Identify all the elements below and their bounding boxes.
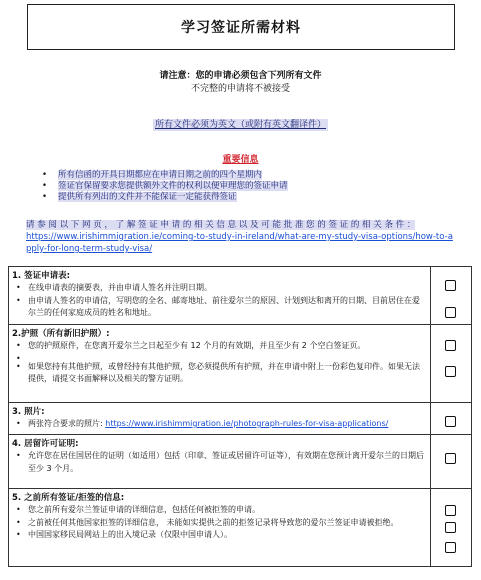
notice-text-1: 您的申请必须包含下列所有文件: [195, 71, 322, 81]
english-requirement-text: 所有文件必须为英文（或附有英文翻译件）: [154, 120, 326, 130]
list-item: • 签证官保留要求您提供额外文件的权利以便审理您的签证申请: [40, 181, 288, 192]
checkbox-column: [431, 403, 472, 435]
list-item: • 之前被任何其他国家拒签的详细信息， 未能如实提供之前的拒签记录将导致您的爱尔兰签证申请被拒绝。: [12, 517, 427, 530]
english-requirement: [0, 117, 481, 130]
list-item: • 所有信函的开具日期都应在申请日期之前的四个星期内: [40, 170, 288, 181]
checkbox[interactable]: [445, 453, 456, 464]
table-row: [9, 435, 472, 489]
section-5-cell: [9, 489, 431, 567]
page-title: 学习签证所需材料: [27, 4, 455, 50]
checkbox[interactable]: [445, 366, 456, 377]
notice-line-2: [0, 81, 481, 94]
list-item: • 两张符合要求的照片: https://www.irishimmigration.ie/photograph-rules-for-visa-applications/: [12, 418, 427, 431]
refer-link[interactable]: https://www.irishimmigration.ie/coming-to-study-in-ireland/what-are-my-study-visa-options/how-to-apply-for-long-term-study-visa/: [26, 232, 453, 254]
checkbox-column: [431, 489, 472, 567]
list-item: • 中国国家移民局网站上的出入境记录（仅限中国申请人）。: [12, 529, 427, 542]
checkbox[interactable]: [445, 505, 456, 516]
list-item: • 您的护照原件，在您离开爱尔兰之日起至少有 12 个月的有效期，并且至少有 2 个空白签证页。: [12, 340, 427, 353]
checkbox-column: [431, 267, 472, 325]
table-row: [9, 403, 472, 435]
checkbox[interactable]: [445, 340, 456, 351]
notice-label: 请注意：: [159, 71, 196, 81]
table-row: [9, 267, 472, 325]
important-heading: 重要信息: [222, 155, 259, 165]
requirements-table: [8, 266, 472, 567]
refer-paragraph: [26, 219, 454, 255]
list-item: • 由申请人签名的申请信，写明您的全名、邮寄地址、前往爱尔兰的原因、计划到达和离开的日期、目前居住在爱尔兰的任何家庭成员的姓名和地址。: [12, 295, 427, 320]
checkbox-column: [431, 325, 472, 403]
refer-text: 请 参 阅 以 下 网 页 ， 了 解 签 证 申 请 的 相 关 信 息 以 及 可 能 批 准 您 的 签 证 的 相 关 条 件 ：: [26, 220, 416, 230]
section-2-cell: [9, 325, 431, 403]
checkbox[interactable]: [445, 416, 456, 427]
spacer: [12, 353, 427, 361]
checkbox[interactable]: [445, 542, 456, 553]
section-1-cell: [9, 267, 431, 325]
section-4-cell: [9, 435, 431, 489]
checkbox[interactable]: [445, 522, 456, 533]
section-title: 4. 居留许可证明:: [12, 439, 79, 449]
section-title: 2.护照（所有新旧护照）:: [12, 329, 110, 339]
checkbox-column: [431, 435, 472, 489]
important-list: [40, 170, 288, 203]
section-3-cell: [9, 403, 431, 435]
list-item: • 允许您在居住国居住的证明（如适用）包括（印章、签证或居留许可证等），有效期在您预计离开爱尔兰的日期后至少 3 个月。: [12, 450, 427, 475]
section-title: 1. 签证申请表:: [12, 271, 71, 281]
table-row: [9, 325, 472, 403]
checkbox[interactable]: [445, 280, 456, 291]
checkbox[interactable]: [445, 307, 456, 318]
list-item: • 您之前所有爱尔兰签证申请的详细信息，包括任何被拒签的申请。: [12, 504, 427, 517]
list-item: • 如果您持有其他护照，或曾经持有其他护照，您必须提供所有护照，并在申请中附上一份彩色复印件。如果无法提供，请提交书面解释以及相关的警方证明。: [12, 361, 427, 386]
list-item: • 在线申请表的摘要表，并由申请人签名并注明日期。: [12, 282, 427, 295]
table-row: [9, 489, 472, 567]
section-title: 5. 之前所有签证/拒签的信息:: [12, 493, 125, 503]
photo-rules-link[interactable]: https://www.irishimmigration.ie/photograph-rules-for-visa-applications/: [105, 419, 389, 428]
notice-line-1: [0, 68, 481, 81]
list-item: • 提供所有列出的文件并不能保证一定能获得签证: [40, 192, 288, 203]
section-title: 3. 照片:: [12, 407, 45, 417]
notice-text-2: 不完整的申请将不被接受: [190, 84, 290, 94]
